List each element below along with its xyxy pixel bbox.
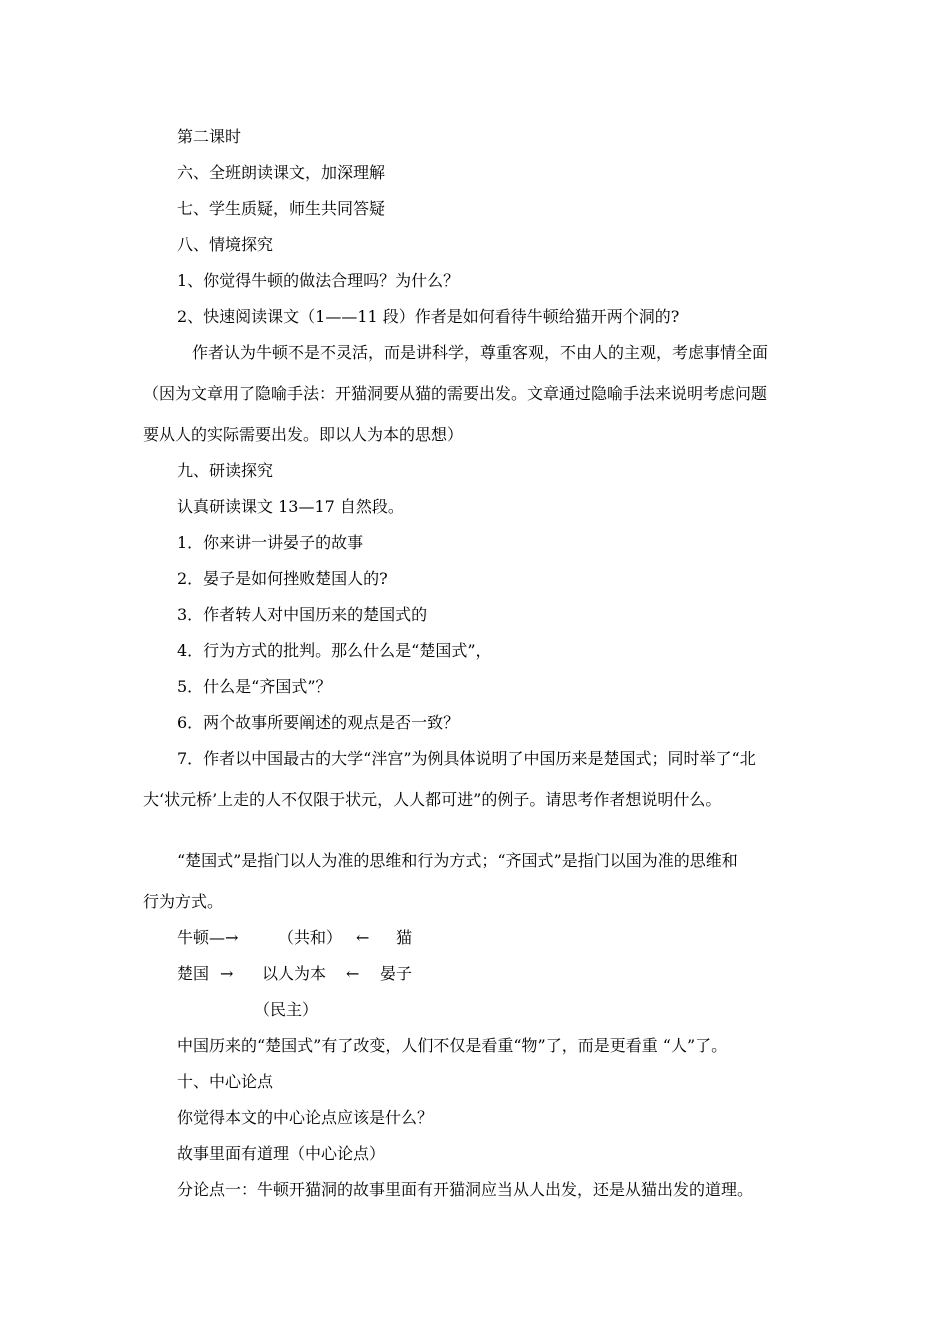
diagram-democracy: （民主） — [254, 1000, 319, 1019]
item-6: 6．两个故事所要阐述的观点是否一致？ — [177, 713, 460, 732]
item-2: 2．晏子是如何挫败楚国人的? — [177, 569, 388, 588]
section-seven: 七、学生质疑，师生共同答疑 — [177, 199, 386, 218]
answer-line-2: （因为文章用了隐喻手法：开猫洞要从猫的需要出发。文章通过隐喻手法来说明考虑问题 — [143, 384, 768, 403]
item-7-line-2: 大‘状元桥’上走的人不仅限于状元，人人都可进”的例子。请思考作者想说明什么。 — [143, 790, 722, 809]
sub-argument-1: 分论点一：牛顿开猫洞的故事里面有开猫洞应当从人出发，还是从猫出发的道理。 — [177, 1180, 754, 1199]
diagram-arrow-left-1: ← — [356, 928, 370, 947]
definition-line-2: 行为方式。 — [143, 892, 224, 911]
question-2: 2、快速阅读课文（1——11 段）作者是如何看待牛顿给猫开两个洞的? — [177, 307, 680, 326]
item-7-line-1: 7．作者以中国最古的大学“泮宫”为例具体说明了中国历来是楚国式；同时举了“北 — [177, 749, 756, 768]
item-1: 1．你来讲一讲晏子的故事 — [177, 533, 364, 552]
section-ten: 十、中心论点 — [177, 1072, 274, 1091]
answer-line-3: 要从人的实际需要出发。即以人为本的思想） — [143, 425, 464, 444]
diagram-arrow-right: → — [220, 964, 234, 983]
definition-line-1: “楚国式”是指门以人为准的思维和行为方式；“齐国式”是指门以国为准的思维和 — [177, 851, 738, 870]
diagram-cat: 猫 — [396, 928, 413, 947]
diagram-newton: 牛顿—→ — [177, 928, 239, 947]
change-statement: 中国历来的“楚国式”有了改变，人们不仅是看重“物”了，而是更看重 “人”了。 — [177, 1036, 728, 1055]
item-4: 4．行为方式的批判。那么什么是“楚国式”， — [177, 641, 492, 660]
lesson-heading: 第二课时 — [177, 127, 242, 146]
section-nine: 九、研读探究 — [177, 461, 274, 480]
question-1: 1、你觉得牛顿的做法合理吗？为什么？ — [177, 271, 460, 290]
item-5: 5．什么是“齐国式”？ — [177, 677, 332, 696]
diagram-chu: 楚国 — [177, 964, 210, 983]
diagram-people-oriented: 以人为本 — [262, 964, 327, 983]
central-thesis: 故事里面有道理（中心论点） — [177, 1144, 386, 1163]
diagram-republic: （共和） — [278, 928, 343, 947]
item-3: 3．作者转人对中国历来的楚国式的 — [177, 605, 428, 624]
section-eight: 八、情境探究 — [177, 235, 274, 254]
diagram-yanzi: 晏子 — [380, 964, 413, 983]
section-six: 六、全班朗读课文，加深理解 — [177, 163, 386, 182]
central-question: 你觉得本文的中心论点应该是什么？ — [177, 1108, 434, 1127]
answer-line-1: 作者认为牛顿不是不灵活，而是讲科学，尊重客观，不由人的主观，考虑事情全面 — [192, 343, 769, 362]
reading-instruction: 认真研读课文 13—17 自然段。 — [177, 497, 404, 516]
diagram-arrow-left-2: ← — [346, 964, 360, 983]
